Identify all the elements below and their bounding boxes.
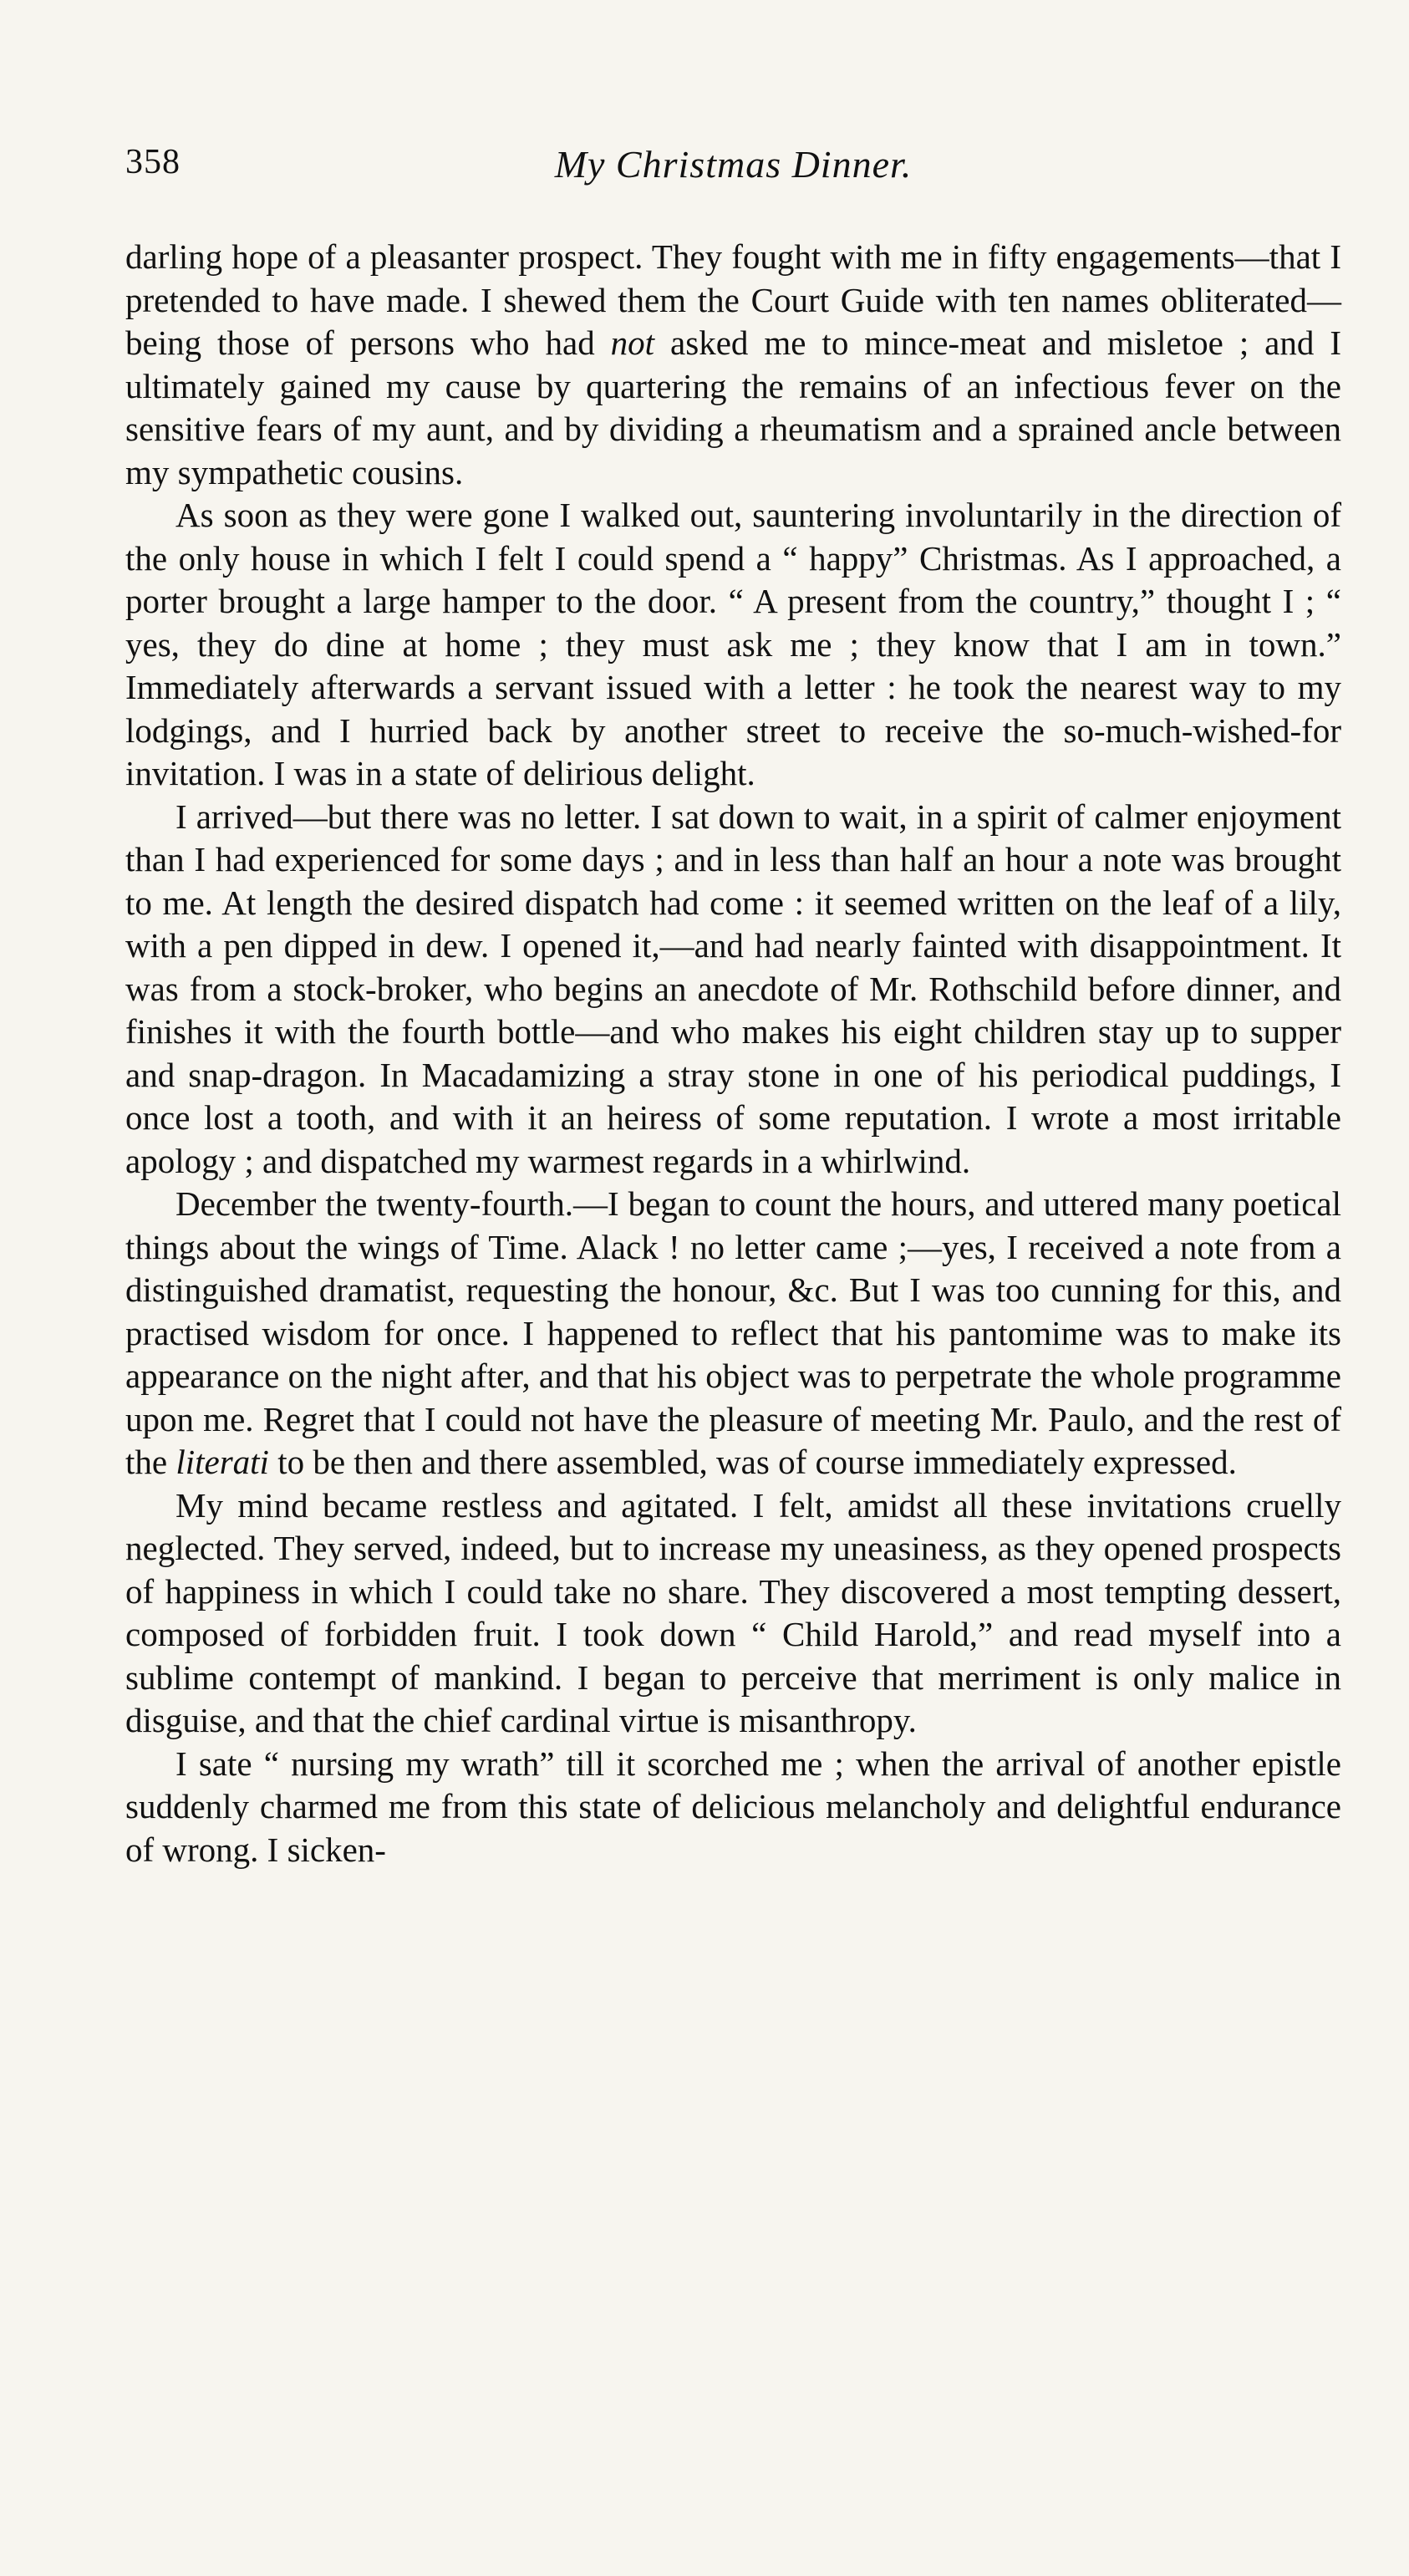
paragraph-1: darling hope of a pleasanter prospect. They fought with me in fifty engagements—that I pretended to have made. I shewed them the Court Guide with ten names obliterated—being those of persons who had not asked me to mince-meat and misletoe ; and I ultimately gained my cause by quartering the remains of an infectious fever on the sensitive fears of my aunt, and by dividing a rheumatism and a sprained ancle between my sympathetic cousins.: [125, 237, 1341, 491]
paragraph-5: My mind became restless and agitated. I felt, amidst all these invitations cruelly neglected. They served, indeed, but to increase my uneasiness, as they opened prospects of happiness in which I could take no share. They discovered a most tempting dessert, composed of forbidden fruit. I took down “ Child Harold,” and read myself into a sublime contempt of mankind. I began to perceive that merriment is only malice in disguise, and that the chief cardinal virtue is misanthropy.: [125, 1485, 1341, 1739]
emphasis-literati: literati: [175, 1443, 269, 1481]
paragraph-4: December the twenty-fourth.—I began to count the hours, and uttered many poetical things about the wings of Time. Alack ! no letter came ;—yes, I received a note from a distinguished dramatist, requesting the honour, &c. But I was too cunning for this, and practised wisdom for once. I happened to reflect that his pantomime was to make its appearance on the night after, and that his object was to perpetrate the whole programme upon me. Regret that I could not have the pleasure of meeting Mr. Paulo, and the rest of the literati to be then and there assembled, was of course immediately expressed.: [125, 1184, 1341, 1481]
page-number: 358: [125, 143, 181, 181]
paragraph-6: I sate “ nursing my wrath” till it scorched me ; when the arrival of another epistle suddenly charmed me from this state of delicious melancholy and delightful endurance of wrong. I sicken-: [125, 1744, 1341, 1869]
emphasis-not: not: [610, 323, 655, 362]
body-text: [125, 236, 1341, 1871]
running-title: My Christmas Dinner.: [554, 143, 913, 186]
paragraph-3: I arrived—but there was no letter. I sat down to wait, in a spirit of calmer enjoyment than I had experienced for some days ; and in less than half an hour a note was brought to me. At length the desired dispatch had come : it seemed written on the leaf of a lily, with a pen dipped in dew. I opened it,—and had nearly fainted with disappointment. It was from a stock-broker, who begins an anecdote of Mr. Rothschild before dinner, and finishes it with the fourth bottle—and who makes his eight children stay up to supper and snap-dragon. In Macadamizing a stray stone in one of his periodical puddings, I once lost a tooth, and with it an heiress of some reputation. I wrote a most irritable apology ; and dispatched my warmest regards in a whirlwind.: [125, 797, 1341, 1180]
book-page: [125, 142, 1341, 1871]
page-header: [125, 142, 1341, 201]
paragraph-2: As soon as they were gone I walked out, sauntering involuntarily in the direction of the only house in which I felt I could spend a “ happy” Christmas. As I approached, a porter brought a large hamper to the door. “ A present from the country,” thought I ; “ yes, they do dine at home ; they must ask me ; they know that I am in town.” Immediately afterwards a servant issued with a letter : he took the nearest way to my lodgings, and I hurried back by another street to receive the so-much-wished-for invitation. I was in a state of delirious delight.: [125, 496, 1341, 792]
